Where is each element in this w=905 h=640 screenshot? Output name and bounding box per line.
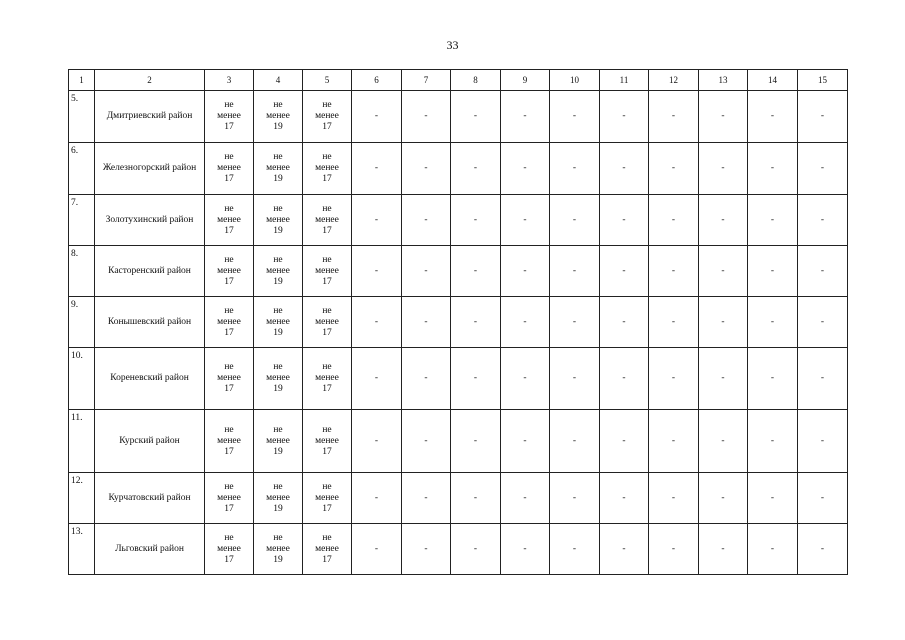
- dash-cell: -: [748, 297, 798, 348]
- dash-cell: -: [451, 348, 501, 410]
- table-row: [69, 91, 848, 143]
- district-name: Курчатовский район: [95, 473, 205, 524]
- dash-cell: -: [699, 297, 748, 348]
- value-cell: не менее 17: [205, 246, 254, 297]
- dash-cell: -: [550, 524, 600, 575]
- dash-cell: -: [798, 91, 848, 143]
- dash-cell: -: [501, 410, 550, 473]
- value-cell: не менее 17: [303, 246, 352, 297]
- dash-cell: -: [402, 143, 451, 195]
- value-cell: не менее 17: [303, 473, 352, 524]
- dash-cell: -: [550, 143, 600, 195]
- dash-cell: -: [501, 524, 550, 575]
- dash-cell: -: [451, 246, 501, 297]
- dash-cell: -: [352, 143, 402, 195]
- district-table: [68, 69, 848, 575]
- header-cell: 1: [69, 70, 95, 91]
- district-name: Касторенский район: [95, 246, 205, 297]
- dash-cell: -: [748, 348, 798, 410]
- table-row: [69, 143, 848, 195]
- value-cell: не менее 19: [254, 524, 303, 575]
- header-cell: 13: [699, 70, 748, 91]
- dash-cell: -: [649, 195, 699, 246]
- dash-cell: -: [649, 524, 699, 575]
- dash-cell: -: [649, 297, 699, 348]
- dash-cell: -: [550, 246, 600, 297]
- value-cell: не менее 17: [303, 297, 352, 348]
- district-name: Золотухинский район: [95, 195, 205, 246]
- value-cell: не менее 17: [303, 195, 352, 246]
- dash-cell: -: [699, 91, 748, 143]
- table-row: [69, 195, 848, 246]
- dash-cell: -: [699, 348, 748, 410]
- dash-cell: -: [798, 143, 848, 195]
- dash-cell: -: [402, 246, 451, 297]
- dash-cell: -: [402, 473, 451, 524]
- district-name: Конышевский район: [95, 297, 205, 348]
- value-cell: не менее 17: [303, 91, 352, 143]
- value-cell: не менее 19: [254, 195, 303, 246]
- value-cell: не менее 17: [303, 524, 352, 575]
- dash-cell: -: [402, 348, 451, 410]
- dash-cell: -: [352, 91, 402, 143]
- dash-cell: -: [748, 91, 798, 143]
- dash-cell: -: [699, 246, 748, 297]
- value-cell: не менее 19: [254, 410, 303, 473]
- table-row: [69, 473, 848, 524]
- value-cell: не менее 19: [254, 348, 303, 410]
- header-cell: 11: [600, 70, 649, 91]
- dash-cell: -: [451, 410, 501, 473]
- value-cell: не менее 19: [254, 297, 303, 348]
- dash-cell: -: [352, 246, 402, 297]
- value-cell: не менее 19: [254, 143, 303, 195]
- table-row: [69, 348, 848, 410]
- dash-cell: -: [798, 473, 848, 524]
- value-cell: не менее 17: [205, 91, 254, 143]
- value-cell: не менее 17: [205, 143, 254, 195]
- value-cell: не менее 19: [254, 91, 303, 143]
- dash-cell: -: [748, 143, 798, 195]
- value-cell: не менее 17: [205, 348, 254, 410]
- dash-cell: -: [699, 524, 748, 575]
- dash-cell: -: [600, 195, 649, 246]
- dash-cell: -: [550, 297, 600, 348]
- dash-cell: -: [600, 91, 649, 143]
- dash-cell: -: [451, 473, 501, 524]
- header-cell: 3: [205, 70, 254, 91]
- header-cell: 5: [303, 70, 352, 91]
- dash-cell: -: [451, 297, 501, 348]
- district-name: Курский район: [95, 410, 205, 473]
- value-cell: не менее 17: [205, 524, 254, 575]
- dash-cell: -: [600, 297, 649, 348]
- row-number: 6.: [69, 143, 95, 195]
- value-cell: не менее 17: [303, 143, 352, 195]
- header-cell: 2: [95, 70, 205, 91]
- dash-cell: -: [501, 246, 550, 297]
- header-row: [69, 70, 848, 91]
- header-cell: 4: [254, 70, 303, 91]
- row-number: 5.: [69, 91, 95, 143]
- header-cell: 9: [501, 70, 550, 91]
- dash-cell: -: [501, 348, 550, 410]
- dash-cell: -: [501, 195, 550, 246]
- value-cell: не менее 19: [254, 246, 303, 297]
- row-number: 13.: [69, 524, 95, 575]
- value-cell: не менее 17: [205, 297, 254, 348]
- district-name: Льговский район: [95, 524, 205, 575]
- dash-cell: -: [550, 473, 600, 524]
- header-cell: 15: [798, 70, 848, 91]
- dash-cell: -: [649, 348, 699, 410]
- dash-cell: -: [699, 143, 748, 195]
- dash-cell: -: [451, 91, 501, 143]
- dash-cell: -: [402, 410, 451, 473]
- row-number: 10.: [69, 348, 95, 410]
- district-name: Дмитриевский район: [95, 91, 205, 143]
- header-cell: 6: [352, 70, 402, 91]
- dash-cell: -: [501, 143, 550, 195]
- dash-cell: -: [649, 473, 699, 524]
- dash-cell: -: [798, 410, 848, 473]
- dash-cell: -: [649, 91, 699, 143]
- dash-cell: -: [699, 195, 748, 246]
- dash-cell: -: [798, 297, 848, 348]
- dash-cell: -: [798, 524, 848, 575]
- dash-cell: -: [402, 195, 451, 246]
- table-row: [69, 246, 848, 297]
- dash-cell: -: [699, 473, 748, 524]
- dash-cell: -: [600, 246, 649, 297]
- dash-cell: -: [748, 473, 798, 524]
- table-row: [69, 410, 848, 473]
- header-cell: 14: [748, 70, 798, 91]
- table-row: [69, 524, 848, 575]
- dash-cell: -: [748, 410, 798, 473]
- dash-cell: -: [501, 473, 550, 524]
- dash-cell: -: [600, 410, 649, 473]
- dash-cell: -: [352, 473, 402, 524]
- dash-cell: -: [352, 524, 402, 575]
- header-cell: 10: [550, 70, 600, 91]
- dash-cell: -: [748, 195, 798, 246]
- dash-cell: -: [748, 524, 798, 575]
- dash-cell: -: [352, 195, 402, 246]
- header-cell: 12: [649, 70, 699, 91]
- dash-cell: -: [600, 473, 649, 524]
- value-cell: не менее 17: [205, 473, 254, 524]
- dash-cell: -: [501, 297, 550, 348]
- dash-cell: -: [550, 410, 600, 473]
- district-name: Кореневский район: [95, 348, 205, 410]
- row-number: 12.: [69, 473, 95, 524]
- value-cell: не менее 19: [254, 473, 303, 524]
- dash-cell: -: [649, 143, 699, 195]
- dash-cell: -: [352, 410, 402, 473]
- dash-cell: -: [451, 143, 501, 195]
- dash-cell: -: [501, 91, 550, 143]
- dash-cell: -: [600, 143, 649, 195]
- header-cell: 8: [451, 70, 501, 91]
- district-name: Железногорский район: [95, 143, 205, 195]
- dash-cell: -: [798, 348, 848, 410]
- dash-cell: -: [550, 195, 600, 246]
- dash-cell: -: [798, 246, 848, 297]
- dash-cell: -: [352, 348, 402, 410]
- dash-cell: -: [451, 524, 501, 575]
- dash-cell: -: [649, 246, 699, 297]
- dash-cell: -: [402, 524, 451, 575]
- dash-cell: -: [600, 348, 649, 410]
- dash-cell: -: [699, 410, 748, 473]
- dash-cell: -: [352, 297, 402, 348]
- dash-cell: -: [600, 524, 649, 575]
- dash-cell: -: [402, 297, 451, 348]
- table-row: [69, 297, 848, 348]
- row-number: 8.: [69, 246, 95, 297]
- dash-cell: -: [451, 195, 501, 246]
- dash-cell: -: [649, 410, 699, 473]
- header-cell: 7: [402, 70, 451, 91]
- dash-cell: -: [550, 348, 600, 410]
- value-cell: не менее 17: [205, 410, 254, 473]
- dash-cell: -: [798, 195, 848, 246]
- page-number: 33: [446, 38, 459, 52]
- row-number: 7.: [69, 195, 95, 246]
- value-cell: не менее 17: [303, 348, 352, 410]
- dash-cell: -: [748, 246, 798, 297]
- value-cell: не менее 17: [303, 410, 352, 473]
- dash-cell: -: [402, 91, 451, 143]
- row-number: 9.: [69, 297, 95, 348]
- dash-cell: -: [550, 91, 600, 143]
- row-number: 11.: [69, 410, 95, 473]
- value-cell: не менее 17: [205, 195, 254, 246]
